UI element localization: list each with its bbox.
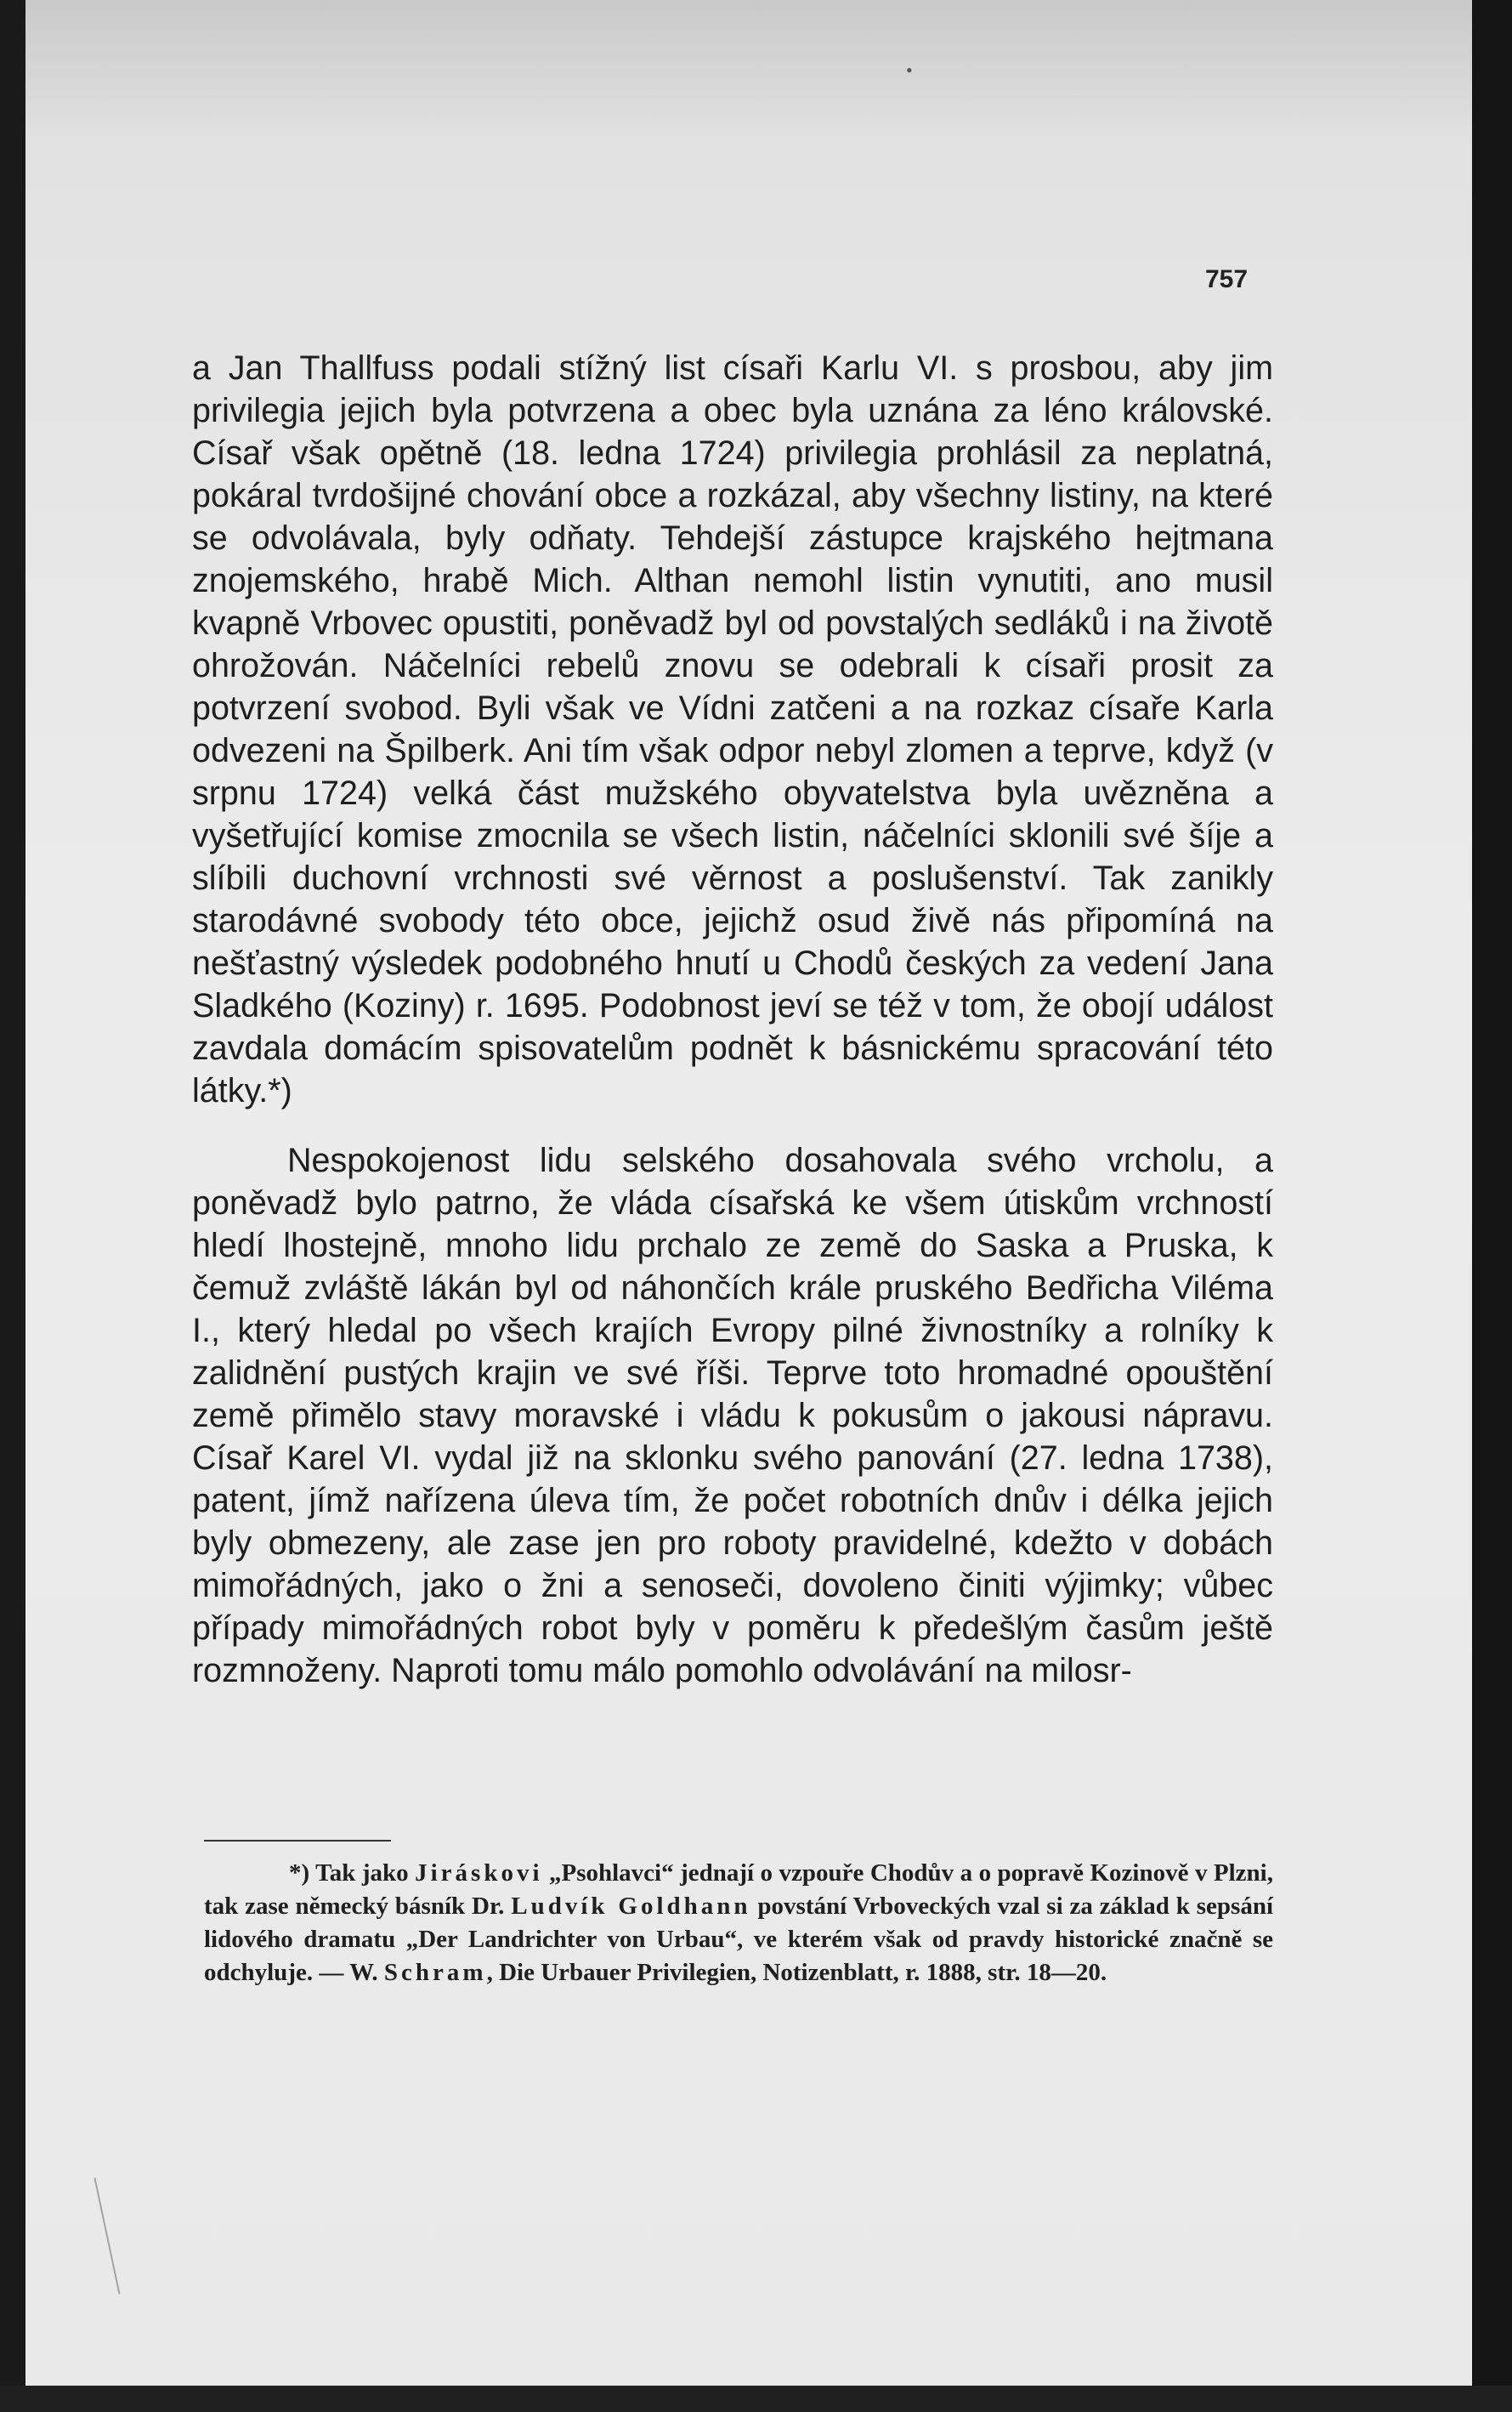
footnote-text-1: *) Tak jako: [289, 1859, 416, 1887]
paragraph-1: a Jan Thallfuss podali stížný list císaři Karlu VI. s prosbou, aby jim privilegia jejich byla potvrzena a obec byla uznána za léno královské. Císař však opětně (18. ledna 1724) privilegia prohlásil za neplatná, pokáral tvrdošijné chování obce a rozkázal, aby všechny listiny, na které se odvolávala, byly odňaty. Tehdejší zástupce krajského hejtmana znojemského, hrabě Mich. Althan nemohl listin vynutiti, ano musil kvapně Vrbovec opustiti, poněvadž byl od povstalých sedláků i na životě ohrožován. Náčelníci rebelů znovu se odebrali k císaři prosit za potvrzení svobod. Byli však ve Vídni zatčeni a na rozkaz císaře Karla odvezeni na Špilberk. Ani tím však odpor nebyl zlomen a teprve, když (v srpnu 1724) velká část mužského obyvatelstva byla uvězněna a vyšetřující komise zmocnila se všech listin, náčelníci sklonili své šíje a slíbili duchovní vrchnosti své věrnost a poslušenství. Tak zanikly starodávné svobody této obce, jejichž osud živě nás připomíná na nešťastný výsledek podobného hnutí u Chodů českých za vedení Jana Sladkého (Koziny) r. 1695. Podobnost jeví se též v tom, že obojí událost zavdala domácím spisovatelům podnět k básnickému spracování této látky.*): [192, 349, 1273, 1110]
scan-speck: •: [906, 60, 913, 81]
scan-right-border: [1472, 0, 1512, 2412]
footnote-author-goldhann: Ludvík Goldhann: [511, 1893, 751, 1920]
scan-scratch: [93, 2177, 120, 2294]
footnote-divider: [204, 1840, 391, 1842]
main-text: [192, 347, 1273, 1692]
footnote-text-3: povstání Vrboveckých vzal si za základ k sepsání lidového dramatu „Der Landrichter von Urbau“, ve kterém však od pravdy historické značně se odchyluje. — W.: [204, 1893, 1274, 1986]
footnote-text-2: „Psohlavci“ jednají o vzpouře Chodův a o popravě Kozinově v Plzni, tak zase německý básník Dr.: [204, 1859, 1273, 1920]
scan-bottom-border: [0, 2386, 1512, 2412]
paragraph-2: Nespokojenost lidu selského dosahovala svého vrcholu, a poněvadž bylo patrno, že vláda císařská ke všem útiskům vrchností hledí lhostejně, mnoho lidu prchalo ze země do Saska a Pruska, k čemuž zvláště lákán byl od náhončích krále pruského Bedřicha Viléma I., který hledal po všech krajích Evropy pilné živnostníky a rolníky k zalidnění pustých krajin ve své říši. Teprve toto hromadné opouštění země přimělo stavy moravské i vládu k pokusům o jakousi nápravu. Císař Karel VI. vydal již na sklonku svého panování (27. ledna 1738), patent, jímž nařízena úleva tím, že počet robotních dnův i délka jejich byly obmezeny, ale zase jen pro roboty pravidelné, kdežto v dobách mimořádných, jako o žni a senoseči, dovoleno činiti výjimky; vůbec případy mimořádných robot byly v poměru k předešlým časům ještě rozmnoženy. Naproti tomu málo pomohlo odvolávání na milosr-: [192, 1142, 1273, 1689]
page-number: 757: [1205, 265, 1249, 293]
book-page: [25, 0, 1472, 2386]
footnote-text-4: , Die Urbauer Privilegien, Notizenblatt, r. 1888, str. 18—20.: [486, 1959, 1107, 1986]
footnote-author-jirasek: Jiráskovi: [415, 1859, 543, 1887]
footnote-author-schram: Schram: [383, 1959, 487, 1986]
footnote: [204, 1857, 1273, 1989]
